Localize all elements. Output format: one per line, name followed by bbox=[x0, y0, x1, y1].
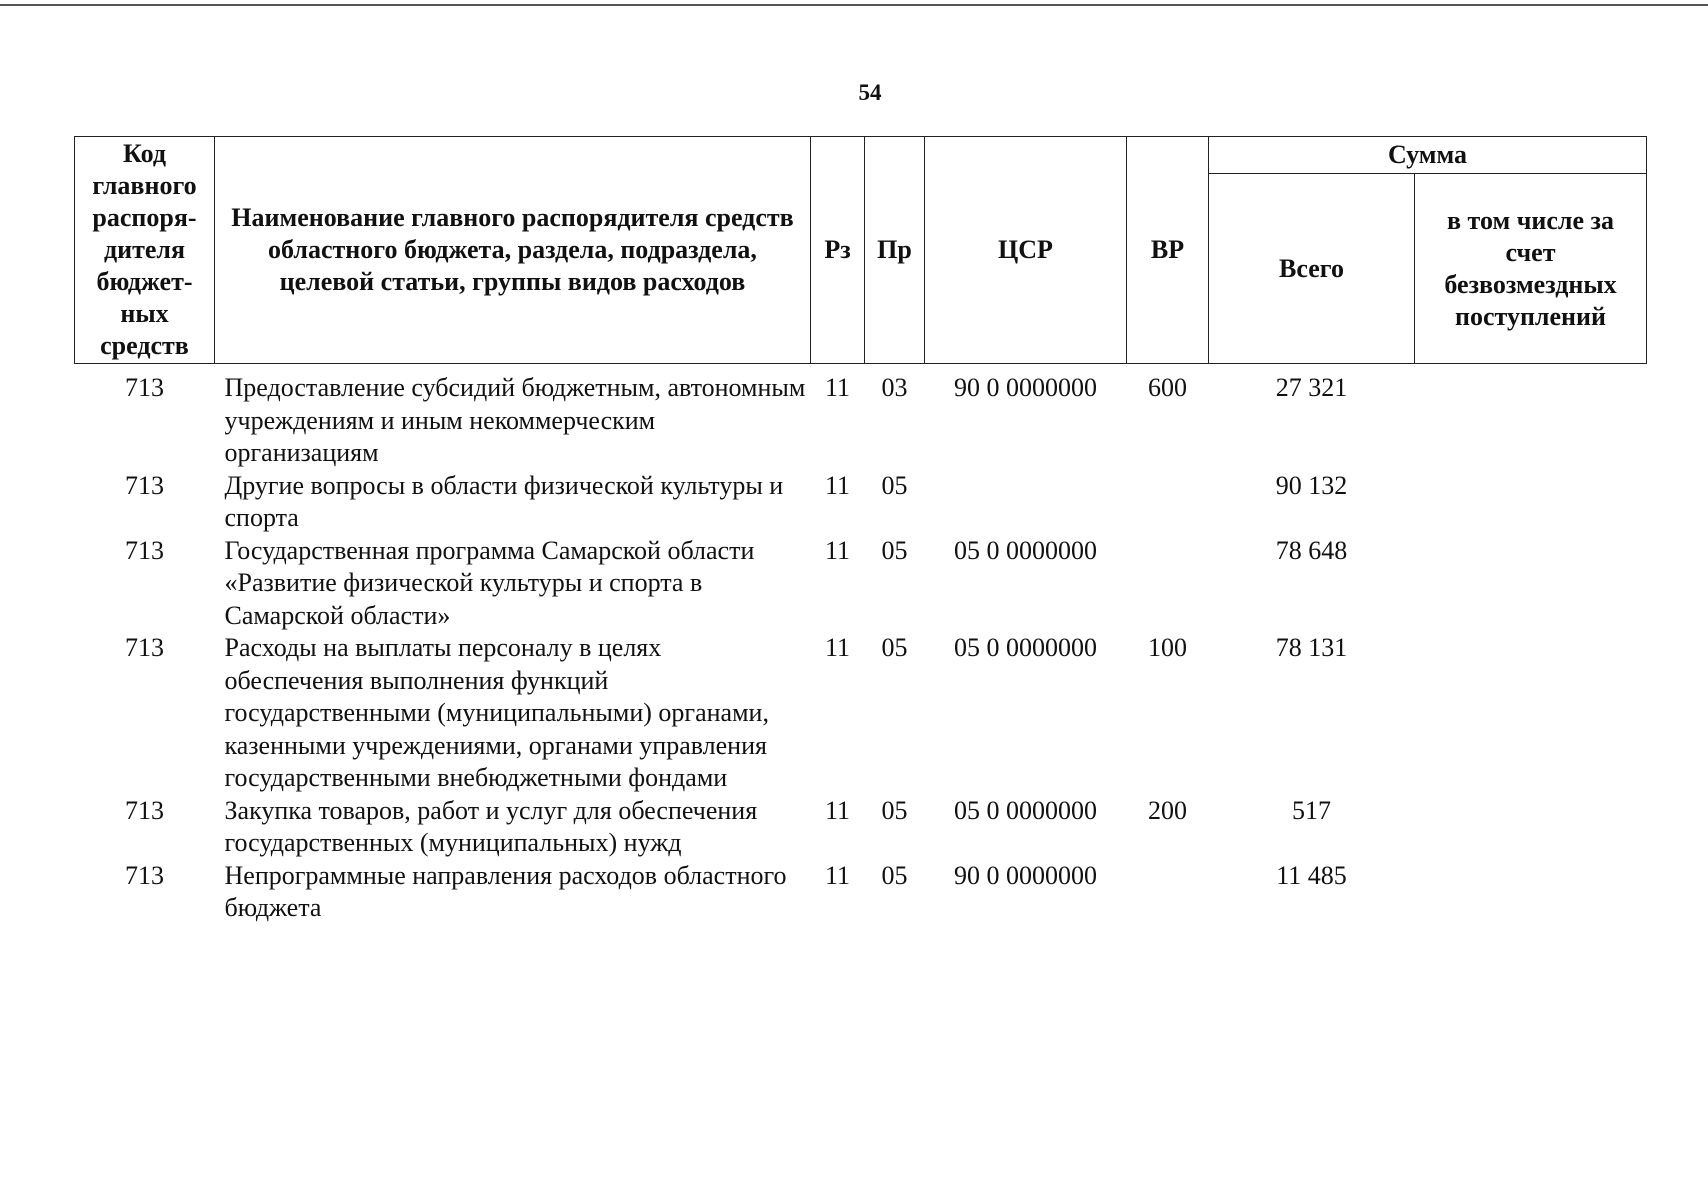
table-row bbox=[75, 860, 1647, 925]
header-code: Код главного распоря-дителя бюджет-ных средств bbox=[75, 137, 215, 364]
cell-rz: 11 bbox=[824, 470, 851, 500]
header-sum: Сумма bbox=[1209, 137, 1647, 174]
cell-free bbox=[1415, 860, 1647, 925]
cell-pr: 05 bbox=[881, 795, 908, 825]
header-free: в том числе за счет безвозмездных поступлений bbox=[1415, 174, 1647, 364]
cell-code: 713 bbox=[125, 373, 164, 402]
cell-code: 713 bbox=[125, 633, 164, 662]
table-row bbox=[75, 795, 1647, 860]
cell-total: 517 bbox=[1292, 795, 1331, 825]
cell-total: 78 131 bbox=[1275, 633, 1348, 662]
cell-name: Закупка товаров, работ и услуг для обеспечения государственных (муниципальных) нужд bbox=[224, 795, 758, 857]
cell-vr: 600 bbox=[1148, 373, 1187, 402]
cell-csr bbox=[925, 470, 1127, 535]
cell-free bbox=[1415, 364, 1647, 470]
cell-pr: 05 bbox=[881, 535, 908, 565]
cell-name: Государственная программа Самарской области «Развитие физической культуры и спорта в Самарской области» bbox=[224, 535, 755, 630]
cell-vr bbox=[1127, 470, 1209, 535]
cell-pr: 03 bbox=[881, 373, 908, 402]
cell-csr: 05 0 0000000 bbox=[954, 795, 1097, 825]
table-row bbox=[75, 632, 1647, 795]
cell-total: 78 648 bbox=[1275, 535, 1348, 565]
table-row bbox=[75, 470, 1647, 535]
table-row bbox=[75, 364, 1647, 470]
cell-csr: 05 0 0000000 bbox=[954, 535, 1097, 565]
header-name: Наименование главного распорядителя средств областного бюджета, раздела, подраздела, целевой статьи, группы видов расходов bbox=[215, 137, 811, 364]
cell-free bbox=[1415, 632, 1647, 795]
header-total: Всего bbox=[1209, 174, 1415, 364]
cell-code: 713 bbox=[125, 470, 164, 500]
cell-vr: 200 bbox=[1148, 795, 1187, 825]
cell-rz: 11 bbox=[824, 373, 851, 402]
header-rz: Рз bbox=[811, 137, 865, 364]
header-row-1 bbox=[75, 137, 1647, 174]
table-row bbox=[75, 535, 1647, 633]
header-csr: ЦСР bbox=[925, 137, 1127, 364]
cell-free bbox=[1415, 795, 1647, 860]
top-rule bbox=[0, 4, 1708, 6]
cell-code: 713 bbox=[125, 535, 164, 565]
cell-vr bbox=[1127, 535, 1209, 633]
cell-pr: 05 bbox=[881, 860, 908, 890]
cell-vr bbox=[1127, 860, 1209, 925]
cell-name: Предоставление субсидий бюджетным, автономным учреждениям и иным некоммерческим организациям bbox=[224, 373, 806, 467]
cell-csr: 90 0 0000000 bbox=[954, 860, 1097, 890]
cell-free bbox=[1415, 470, 1647, 535]
cell-total: 11 485 bbox=[1276, 860, 1347, 890]
cell-vr: 100 bbox=[1148, 633, 1187, 662]
budget-table bbox=[74, 136, 1647, 925]
cell-name: Расходы на выплаты персоналу в целях обеспечения выполнения функций государственными (муниципальными) органами, казенными учреждениями, органами управления государственными внебюджетными фондами bbox=[224, 633, 769, 792]
cell-csr: 05 0 0000000 bbox=[954, 633, 1097, 662]
cell-total: 90 132 bbox=[1275, 470, 1348, 500]
cell-name: Другие вопросы в области физической культуры и спорта bbox=[224, 470, 784, 532]
cell-code: 713 bbox=[125, 795, 164, 825]
cell-pr: 05 bbox=[881, 470, 908, 500]
cell-free bbox=[1415, 535, 1647, 633]
cell-name: Непрограммные направления расходов областного бюджета bbox=[224, 860, 787, 922]
cell-total: 27 321 bbox=[1275, 373, 1348, 402]
cell-rz: 11 bbox=[824, 795, 851, 825]
header-vr: ВР bbox=[1127, 137, 1209, 364]
cell-rz: 11 bbox=[824, 535, 851, 565]
page-number: 54 bbox=[858, 80, 882, 105]
cell-rz: 11 bbox=[824, 860, 851, 890]
header-pr: Пр bbox=[865, 137, 925, 364]
cell-code: 713 bbox=[125, 860, 164, 890]
cell-csr: 90 0 0000000 bbox=[954, 373, 1097, 402]
cell-pr: 05 bbox=[881, 633, 908, 662]
cell-rz: 11 bbox=[824, 633, 851, 662]
